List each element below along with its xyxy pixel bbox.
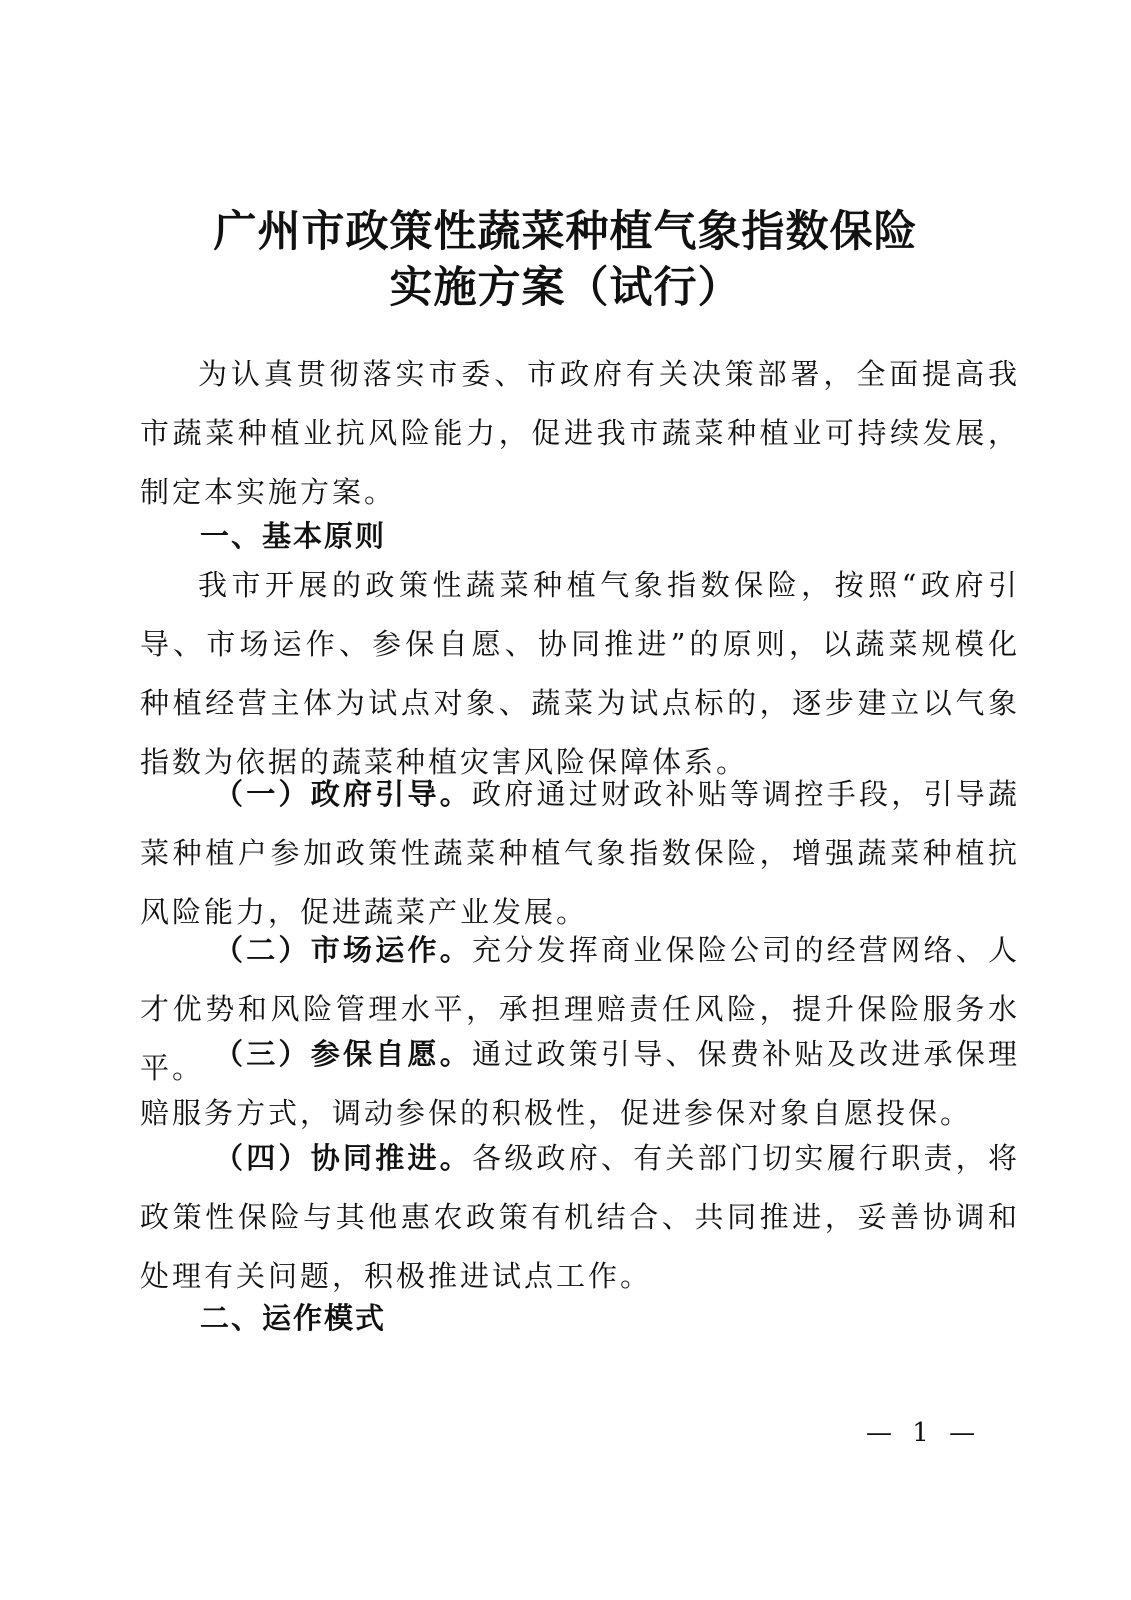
principle-item-title: （四）协同推进。: [214, 1141, 472, 1175]
document-title-line-1: 广州市政策性蔬菜种植气象指数保险: [213, 207, 918, 257]
principle-item-text: 各级政府、有关部门切实履行职责，将政策性保险与其他惠农政策有机结合、共同推进，妥善协调和处理有关问题，积极推进试点工作。: [140, 1141, 1020, 1293]
section-heading-operation-mode: 二、运作模式: [200, 1301, 387, 1335]
principle-item-title: （三）参保自愿。: [214, 1037, 472, 1071]
page-number: — 1 —: [866, 1418, 982, 1448]
principle-item-title: （二）市场运作。: [214, 933, 472, 967]
principle-item-text: 充分发挥商业保险公司的经营网络、人才优势和风险管理水平，承担理赔责任风险，提升保险服务水平。: [140, 933, 1020, 1085]
principle-item-coordinated-promotion: [140, 1129, 1020, 1306]
principle-item-title: （一）政府引导。: [214, 777, 472, 811]
intro-paragraph: 为认真贯彻落实市委、市政府有关决策部署，全面提高我市蔬菜种植业抗风险能力，促进我市蔬菜种植业可持续发展，制定本实施方案。: [140, 357, 1020, 509]
principle-item-voluntary-participation: [140, 1025, 1020, 1143]
principle-item-government-guidance: [140, 765, 1020, 942]
document-title-line-2: 实施方案（试行）: [389, 263, 742, 313]
principle-item-text: 政府通过财政补贴等调控手段，引导蔬菜种植户参加政策性蔬菜种植气象指数保险，增强蔬菜种植抗风险能力，促进蔬菜产业发展。: [140, 777, 1020, 929]
section-heading-principles: 一、基本原则: [200, 519, 387, 553]
principles-paragraph: 我市开展的政策性蔬菜种植气象指数保险，按照“政府引导、市场运作、参保自愿、协同推进”的原则，以蔬菜规模化种植经营主体为试点对象、蔬菜为试点标的，逐步建立以气象指数为依据的蔬菜种植灾害风险保障体系。: [140, 568, 1020, 779]
principle-item-text: 通过政策引导、保费补贴及改进承保理赔服务方式，调动参保的积极性，促进参保对象自愿投保。: [140, 1037, 1020, 1130]
